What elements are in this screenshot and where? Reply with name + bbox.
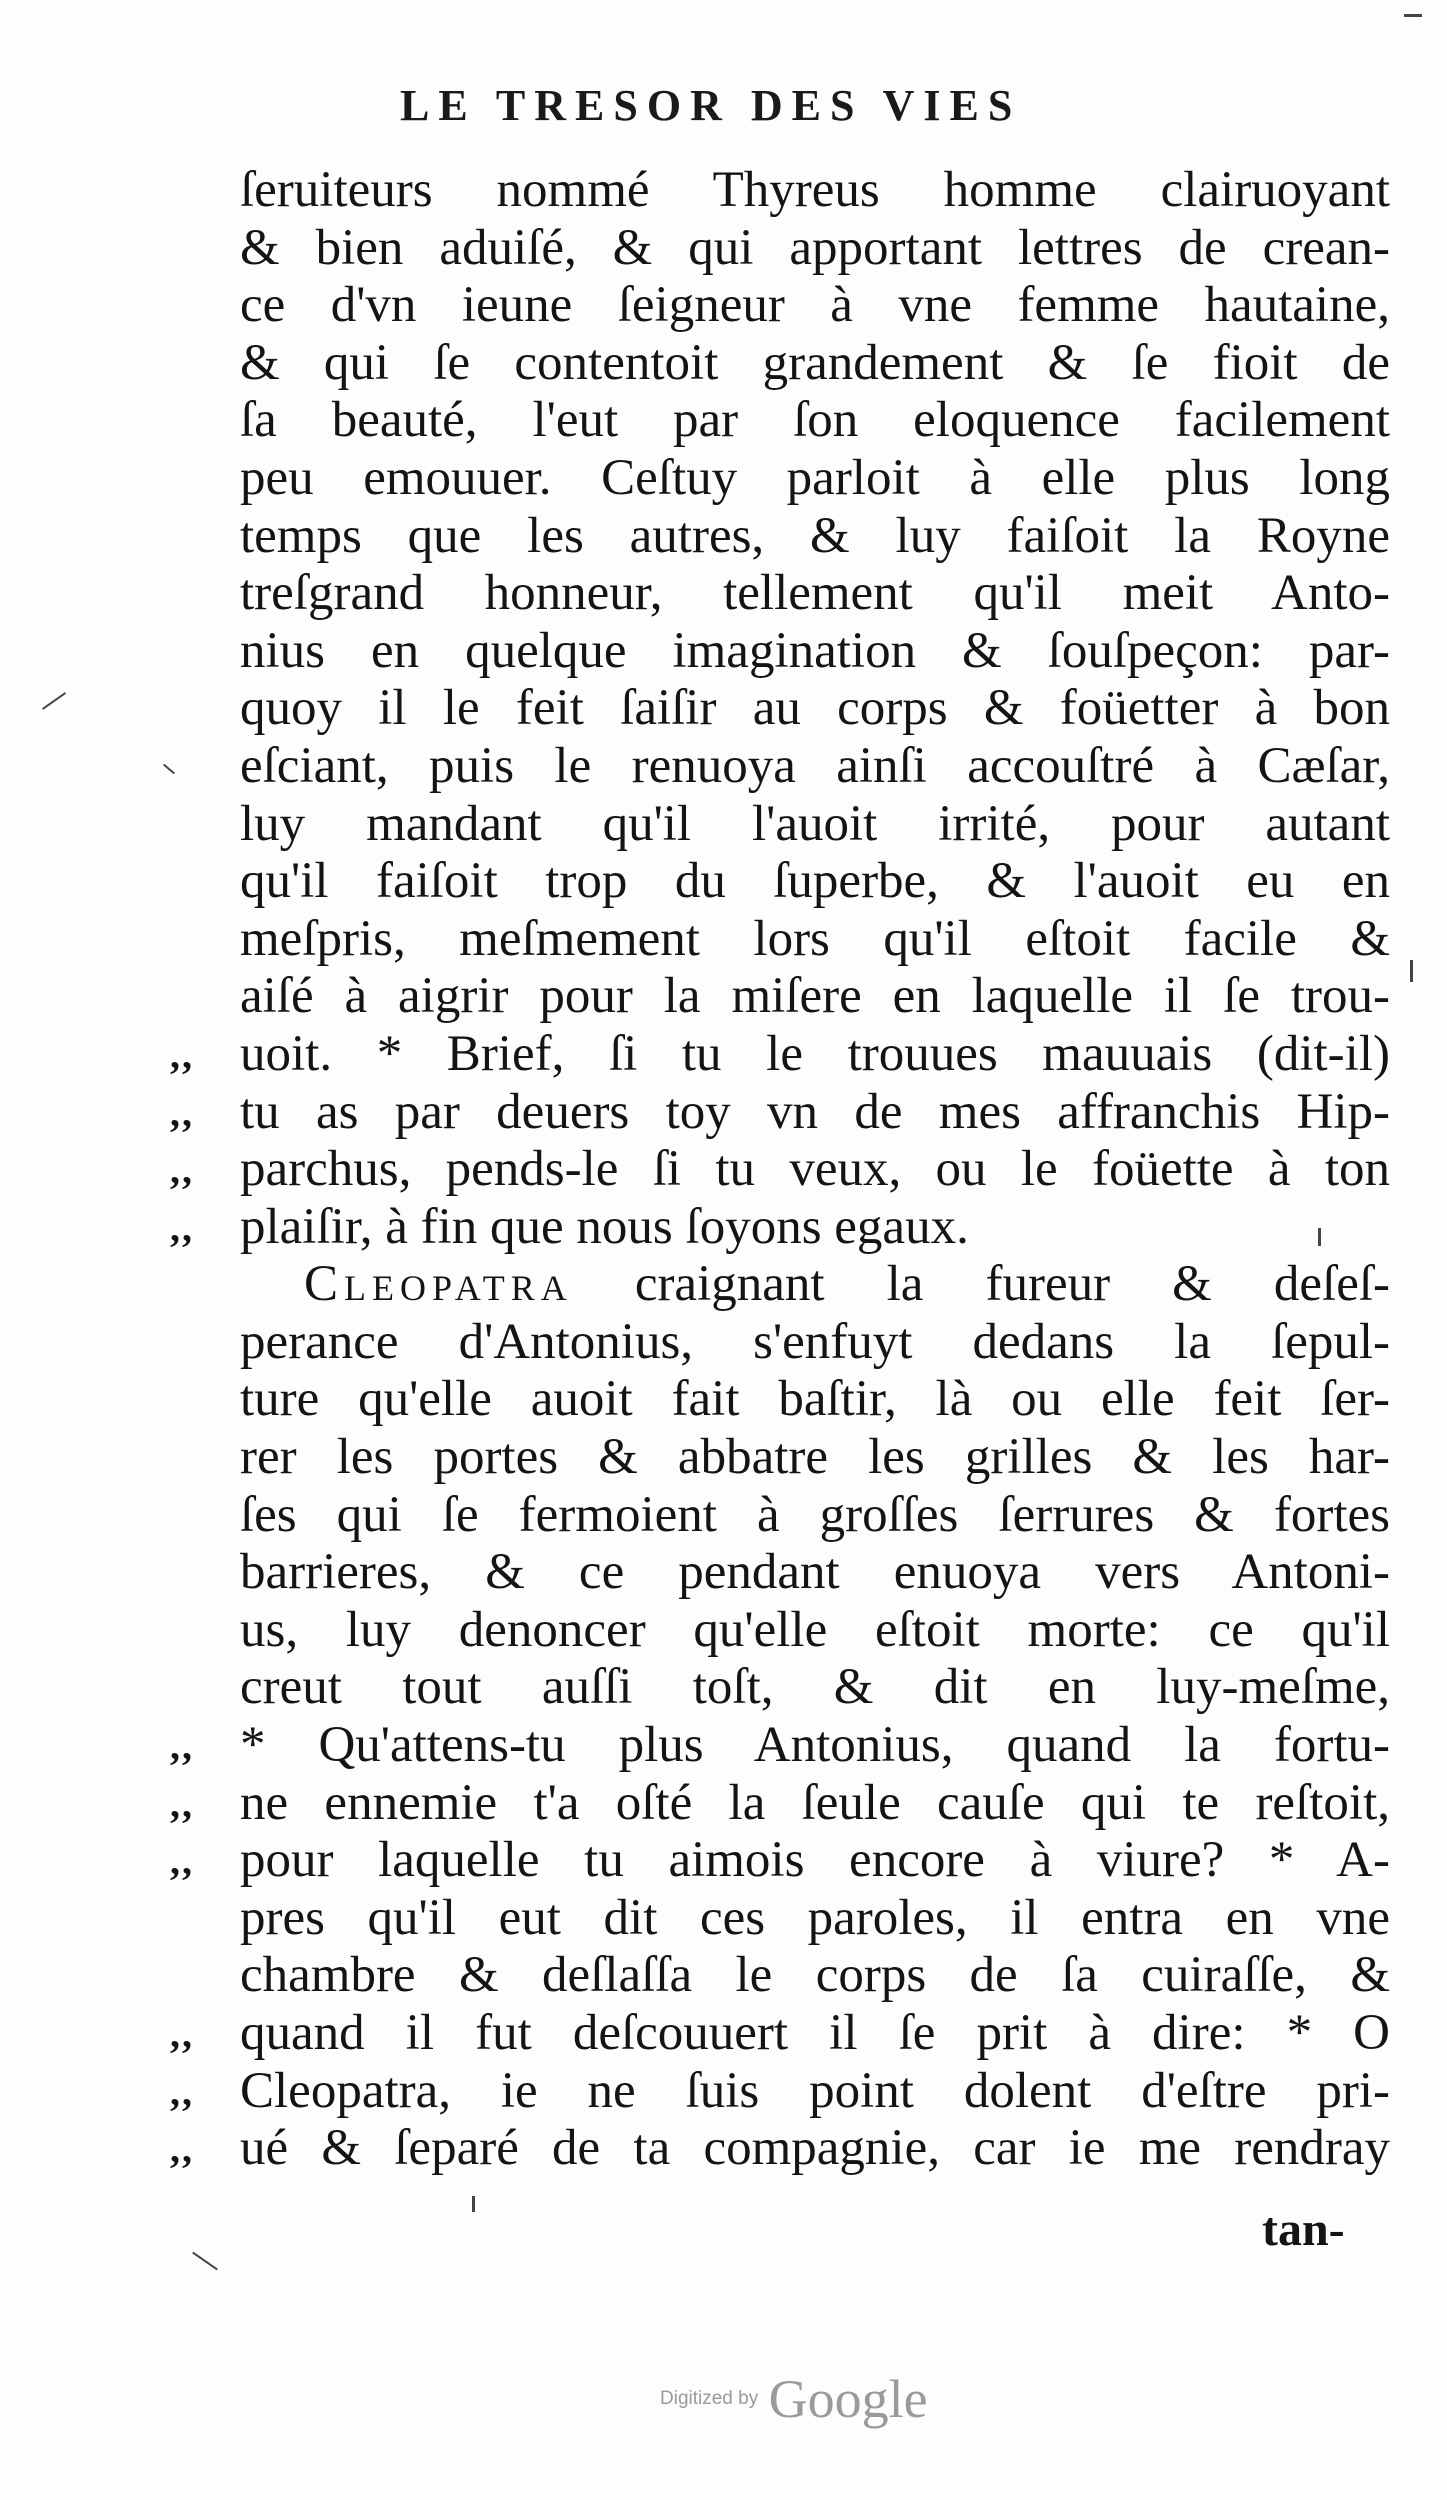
text-line — [170, 1832, 1390, 1890]
marginal-quote-mark: ,, — [170, 1147, 194, 1193]
text-line — [170, 2120, 1390, 2178]
text-line — [240, 565, 1390, 623]
watermark-prefix: Digitized by — [660, 2388, 759, 2409]
line-text: ué & ſeparé de ta compagnie, car ie me rendray — [240, 2120, 1390, 2177]
line-text: & qui ſe contentoit grandement & ſe fioit de — [240, 334, 1390, 391]
line-text: plaiſir, à fin que nous ſoyons egaux. — [240, 1198, 969, 1255]
catchword: tan- — [1262, 2203, 1345, 2256]
line-text: ſa beauté, l'eut par ſon eloquence facilement — [240, 392, 1390, 449]
paragraph-lead-word: Cleopatra — [304, 1256, 573, 1313]
line-text: tu as par deuers toy vn de mes affranchis Hip- — [240, 1083, 1390, 1140]
text-line — [240, 335, 1390, 393]
line-text: eſciant, puis le renuoya ainſi accouſtré à Cæſar, — [240, 737, 1390, 794]
text-line — [240, 220, 1390, 278]
text-line — [240, 450, 1390, 508]
line-text: ſes qui ſe fermoient à groſſes ſerrures & fortes — [240, 1486, 1390, 1543]
line-text: peu emouuer. Ceſtuy parloit à elle plus long — [240, 449, 1390, 506]
line-text: quand il fut deſcouuert il ſe prit à dire: * O — [240, 2005, 1390, 2061]
marginal-quote-mark: ,, — [170, 1204, 194, 1250]
line-text: ſeruiteurs nommé Thyreus homme clairuoyant — [240, 162, 1390, 218]
margin-speck — [163, 764, 175, 775]
text-line — [170, 1141, 1390, 1199]
margin-speck — [472, 2196, 475, 2212]
line-text: chambre & deſlaſſa le corps de ſa cuiraſſe, & — [240, 1947, 1390, 2004]
marginal-quote-mark: ,, — [170, 2068, 194, 2114]
text-line — [240, 1602, 1390, 1660]
line-text: uoit. * Brief, ſi tu le trouues mauuais (dit-il) — [240, 1025, 1390, 1082]
page-body-text — [170, 162, 1390, 2178]
marginal-quote-mark: ,, — [170, 1838, 194, 1884]
text-line — [240, 508, 1390, 566]
text-line — [240, 853, 1390, 911]
line-text: pres qu'il eut dit ces paroles, il entra en vne — [240, 1889, 1390, 1946]
text-line — [240, 623, 1390, 681]
line-text: aiſé à aigrir pour la miſere en laquelle il ſe trou- — [240, 968, 1390, 1025]
text-line — [240, 1890, 1390, 1948]
text-line — [240, 162, 1390, 220]
margin-speck — [1410, 960, 1413, 982]
text-line — [240, 1487, 1390, 1545]
text-line — [240, 1371, 1390, 1429]
text-line — [170, 1083, 1390, 1142]
line-text: meſpris, meſmement lors qu'il eſtoit facile & — [240, 910, 1390, 967]
marginal-quote-mark: ,, — [170, 1780, 194, 1826]
text-line — [170, 2062, 1390, 2121]
line-text: rer les portes & abbatre les grilles & les har- — [240, 1429, 1390, 1486]
line-text: perance d'Antonius, s'enfuyt dedans la ſepul- — [240, 1313, 1390, 1370]
running-header: LE TRESOR DES VIES — [400, 81, 1022, 130]
line-text: qu'il faiſoit trop du ſuperbe, & l'auoit eu en — [240, 853, 1390, 910]
text-line — [170, 1717, 1390, 1775]
margin-speck — [42, 692, 66, 710]
line-text: quoy il le feit ſaiſir au corps & foüetter à bon — [240, 680, 1390, 737]
marginal-quote-mark: ,, — [170, 2126, 194, 2172]
text-line — [240, 1429, 1390, 1487]
margin-speck — [1404, 14, 1422, 17]
line-text: ce d'vn ieune ſeigneur à vne femme hautaine, — [240, 277, 1390, 334]
line-text: & bien aduiſé, & qui apportant lettres de crean- — [240, 219, 1390, 276]
line-text: barrieres, & ce pendant enuoya vers Antoni- — [240, 1544, 1390, 1601]
text-line — [240, 277, 1390, 335]
marginal-quote-mark: ,, — [170, 1031, 194, 1077]
marginal-quote-mark: ,, — [170, 1723, 194, 1769]
line-text: * Qu'attens-tu plus Antonius, quand la fortu- — [240, 1717, 1390, 1774]
text-line — [170, 1774, 1390, 1833]
text-line — [240, 738, 1390, 796]
line-text: nius en quelque imagination & ſouſpeçon: par- — [240, 622, 1390, 679]
text-line — [240, 1544, 1390, 1602]
line-text: pour laquelle tu aimois encore à viure? * A- — [240, 1832, 1390, 1889]
line-text: Cleopatra, ie ne ſuis point dolent d'eſtre pri- — [240, 2062, 1390, 2119]
text-line — [240, 1314, 1390, 1372]
text-line — [240, 1947, 1390, 2005]
line-text: craignant la fureur & deſeſ- — [634, 1256, 1390, 1313]
line-text: creut tout auſſi toſt, & dit en luy-meſme, — [240, 1659, 1390, 1716]
text-line — [170, 1198, 1390, 1257]
line-text: us, luy denoncer qu'elle eſtoit morte: ce qu'il — [240, 1601, 1390, 1658]
line-text: luy mandant qu'il l'auoit irrité, pour autant — [240, 795, 1390, 852]
text-line — [240, 968, 1390, 1026]
margin-speck — [1318, 1228, 1321, 1246]
text-line — [240, 911, 1390, 969]
text-line — [240, 680, 1390, 738]
text-line — [240, 796, 1390, 854]
line-text: temps que les autres, & luy faiſoit la Royne — [240, 507, 1390, 564]
margin-speck — [192, 2252, 218, 2271]
line-text: ture qu'elle auoit fait baſtir, là ou elle feit ſer- — [240, 1371, 1390, 1428]
line-text: ne ennemie t'a oſté la ſeule cauſe qui te reſtoit, — [240, 1774, 1390, 1831]
text-line — [240, 1256, 1390, 1314]
text-line — [240, 1659, 1390, 1717]
digitized-watermark — [660, 2368, 928, 2430]
marginal-quote-mark: ,, — [170, 2011, 194, 2056]
line-text: treſgrand honneur, tellement qu'il meit Anto- — [240, 565, 1390, 622]
text-line — [240, 392, 1390, 450]
text-line — [170, 2005, 1390, 2063]
text-line — [170, 1025, 1390, 1084]
marginal-quote-mark: ,, — [170, 1089, 194, 1135]
line-text: parchus, pends-le ſi tu veux, ou le foüette à ton — [240, 1141, 1390, 1198]
watermark-brand: Google — [768, 2369, 928, 2429]
